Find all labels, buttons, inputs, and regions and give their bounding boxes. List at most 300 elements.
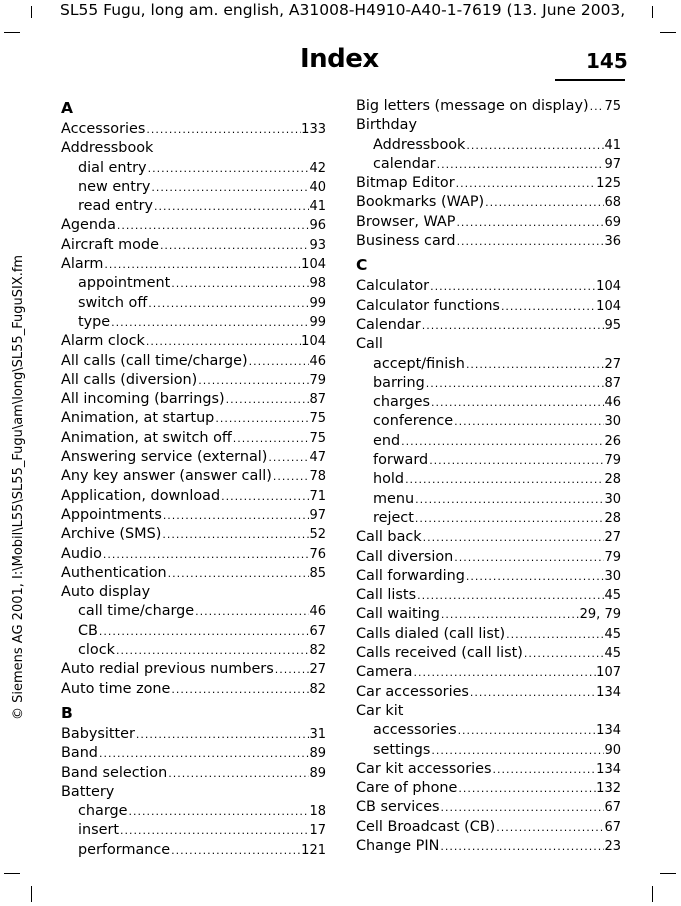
page-reference: 27 <box>604 356 621 372</box>
dot-leader <box>440 605 580 624</box>
index-entry <box>61 467 326 486</box>
dot-leader <box>115 641 309 660</box>
page-reference: 67 <box>604 819 621 835</box>
index-subentry <box>61 622 326 641</box>
page-title: Index <box>300 44 379 74</box>
dot-leader <box>428 451 604 470</box>
index-entry <box>61 525 326 544</box>
index-heading <box>356 335 621 354</box>
index-subentry <box>356 490 621 509</box>
index-term: Animation, at startup <box>61 410 215 427</box>
dot-leader <box>159 236 310 255</box>
page-reference: 98 <box>309 276 326 292</box>
index-term: Call <box>356 336 383 353</box>
index-subentry <box>61 641 326 660</box>
page-reference: 133 <box>301 122 326 137</box>
index-term: Accessories <box>61 121 146 137</box>
crop-mark <box>660 873 676 874</box>
index-term: Bitmap Editor <box>356 175 455 192</box>
index-term: forward <box>373 452 429 469</box>
index-subentry <box>61 602 326 621</box>
dot-leader <box>167 564 310 583</box>
dot-leader <box>197 371 309 390</box>
page-reference: 78 <box>309 469 326 485</box>
index-term: reject <box>373 509 414 526</box>
index-entry <box>61 487 326 506</box>
dot-leader <box>98 744 310 763</box>
index-term: accept/finish <box>373 355 465 372</box>
page-reference: 89 <box>309 765 326 781</box>
index-entry <box>356 818 621 837</box>
page-reference: 23 <box>604 838 621 854</box>
dot-leader <box>128 802 310 821</box>
crop-mark <box>31 886 32 902</box>
index-subentry <box>61 802 326 821</box>
page-reference: 104 <box>596 279 621 295</box>
page-reference: 40 <box>309 179 326 195</box>
index-entry <box>61 332 326 351</box>
index-term: menu <box>373 490 415 507</box>
index-entry <box>61 352 326 371</box>
index-term: insert <box>78 822 120 839</box>
copyright-side-note: © Siemens AG 2001, I:\Mobil\L55\SL55_Fugu\am\long\SL55_FuguSIX.fm <box>11 254 26 720</box>
dot-leader <box>440 798 605 817</box>
dot-leader <box>170 841 301 860</box>
dot-leader <box>412 663 596 682</box>
index-term: charges <box>373 394 431 411</box>
index-entry <box>61 120 326 139</box>
dot-leader <box>167 764 309 783</box>
index-section-letter: B <box>61 703 73 722</box>
header-rule <box>555 79 625 81</box>
page-reference: 87 <box>309 392 326 408</box>
dot-leader <box>267 448 309 467</box>
dot-leader <box>272 467 310 486</box>
page-reference: 75 <box>604 99 621 114</box>
dot-leader <box>495 818 604 837</box>
dot-leader <box>421 316 605 335</box>
index-term: Agenda <box>61 217 116 234</box>
crop-mark <box>31 6 32 18</box>
index-subentry <box>61 197 326 216</box>
index-term: Business card <box>356 233 456 250</box>
index-entry <box>61 216 326 235</box>
index-term: CB services <box>356 799 440 816</box>
page-reference: 31 <box>309 726 326 742</box>
dot-leader <box>465 136 604 155</box>
index-entry <box>61 429 326 448</box>
dot-leader <box>430 393 604 412</box>
index-term: Archive (SMS) <box>61 526 162 543</box>
index-subentry <box>356 393 621 412</box>
page-reference: 41 <box>309 199 326 215</box>
index-term: Browser, WAP <box>356 213 456 230</box>
page-reference: 36 <box>604 234 621 250</box>
dot-leader <box>484 193 604 212</box>
index-entry <box>356 798 621 817</box>
page-reference: 79 <box>604 453 621 469</box>
index-term: Auto time zone <box>61 680 171 697</box>
dot-leader <box>232 429 310 448</box>
index-term: Application, download <box>61 487 221 504</box>
index-term: Appointments <box>61 506 162 523</box>
dot-leader <box>436 155 605 174</box>
page-reference: 79 <box>604 549 621 565</box>
index-term: Calendar <box>356 316 421 333</box>
page-reference: 97 <box>309 507 326 523</box>
index-term: conference <box>373 413 454 430</box>
index-entry <box>61 409 326 428</box>
index-subentry <box>61 159 326 178</box>
index-term: accessories <box>373 722 457 739</box>
index-entry <box>61 744 326 763</box>
page-reference: 45 <box>604 626 621 642</box>
dot-leader <box>170 680 309 699</box>
index-entry <box>356 760 621 779</box>
dot-leader <box>439 837 604 856</box>
page-reference: 29, 79 <box>579 607 621 623</box>
dot-leader <box>453 548 604 567</box>
index-term: Auto display <box>61 584 151 601</box>
index-entry <box>356 97 621 116</box>
page-number: 145 <box>586 49 628 73</box>
index-entry <box>356 644 621 663</box>
index-entry <box>61 371 326 390</box>
index-subentry <box>356 432 621 451</box>
dot-leader <box>98 622 310 641</box>
index-subentry <box>61 178 326 197</box>
index-subentry <box>356 374 621 393</box>
page-reference: 30 <box>604 568 621 584</box>
page-reference: 30 <box>604 491 621 507</box>
index-term: Audio <box>61 545 102 562</box>
page-reference: 45 <box>604 588 621 604</box>
page-reference: 97 <box>604 156 621 172</box>
index-entry <box>61 660 326 679</box>
page-reference: 121 <box>301 842 326 858</box>
index-subentry <box>356 451 621 470</box>
index-term: switch off <box>78 294 148 311</box>
dot-leader <box>453 412 604 431</box>
page-reference: 85 <box>309 565 326 581</box>
index-entry <box>356 193 621 212</box>
page-reference: 95 <box>604 317 621 333</box>
index-entry <box>61 545 326 564</box>
crop-mark <box>4 32 20 33</box>
page-reference: 79 <box>309 372 326 388</box>
crop-mark <box>660 32 676 33</box>
index-term: All calls (diversion) <box>61 371 198 388</box>
page-reference: 75 <box>309 411 326 427</box>
dot-leader <box>456 232 605 251</box>
page-reference: 69 <box>604 214 621 230</box>
dot-leader <box>457 779 596 798</box>
page-reference: 71 <box>309 488 326 504</box>
index-term: calendar <box>373 155 436 172</box>
index-section-letter: A <box>61 99 73 117</box>
dot-leader <box>457 721 597 740</box>
index-entry <box>61 764 326 783</box>
index-term: Camera <box>356 664 413 681</box>
page-reference: 125 <box>596 176 621 192</box>
index-term: Calculator functions <box>356 297 500 314</box>
dot-leader <box>225 390 310 409</box>
index-term: call time/charge <box>78 603 195 620</box>
index-entry <box>356 232 621 251</box>
dot-leader <box>505 625 604 644</box>
index-term: performance <box>78 841 171 858</box>
index-term: barring <box>373 374 425 391</box>
index-term: new entry <box>78 178 151 195</box>
page-reference: 67 <box>309 623 326 639</box>
index-entry <box>356 586 621 605</box>
index-term: clock <box>78 642 115 659</box>
page-reference: 132 <box>596 781 621 797</box>
dot-leader <box>150 178 309 197</box>
dot-leader <box>119 821 309 840</box>
page-reference: 134 <box>596 761 621 777</box>
page-reference: 82 <box>309 643 326 659</box>
index-term: Addressbook <box>373 136 466 153</box>
dot-leader <box>145 120 301 139</box>
page-reference: 28 <box>604 472 621 488</box>
index-term: CB <box>78 622 98 639</box>
dot-leader <box>465 355 605 374</box>
page-reference: 134 <box>596 723 621 739</box>
index-term: read entry <box>78 198 154 215</box>
page-reference: 45 <box>604 646 621 662</box>
dot-leader <box>110 313 309 332</box>
index-term: Alarm clock <box>61 333 145 350</box>
index-term: Change PIN <box>356 837 440 854</box>
index-term: type <box>78 313 111 330</box>
index-term: Care of phone <box>356 780 458 797</box>
page-reference: 47 <box>309 450 326 466</box>
page-reference: 99 <box>309 314 326 330</box>
crop-mark <box>652 886 653 902</box>
dot-leader <box>430 741 604 760</box>
index-subentry <box>61 274 326 293</box>
dot-leader <box>161 525 309 544</box>
index-subentry <box>356 741 621 760</box>
running-head: SL55 Fugu, long am. english, A31008-H4910-A40-1-7619 (13. June 2003, <box>60 1 626 19</box>
index-subentry <box>356 509 621 528</box>
dot-leader <box>523 644 605 663</box>
dot-leader <box>162 506 310 525</box>
index-term: Bookmarks (WAP) <box>356 194 485 211</box>
index-entry <box>61 236 326 255</box>
page-reference: 134 <box>596 684 621 700</box>
page-reference: 76 <box>309 546 326 562</box>
page-reference: 17 <box>309 823 326 839</box>
dot-leader <box>491 760 596 779</box>
index-entry <box>61 680 326 699</box>
dot-leader <box>422 528 605 547</box>
page-reference: 96 <box>309 218 326 234</box>
crop-mark <box>652 6 653 18</box>
index-subentry <box>61 841 326 860</box>
index-subentry <box>356 136 621 155</box>
dot-leader <box>220 487 309 506</box>
index-term: Battery <box>61 783 115 800</box>
index-entry <box>356 837 621 856</box>
index-term: Car kit accessories <box>356 760 492 777</box>
index-term: Calculator <box>356 278 430 295</box>
page-reference: 82 <box>309 681 326 697</box>
index-term: Call waiting <box>356 606 440 623</box>
dot-leader <box>414 509 605 528</box>
index-entry <box>356 567 621 586</box>
index-entry <box>356 663 621 682</box>
page-reference: 41 <box>604 137 621 153</box>
index-term: Call back <box>356 529 422 546</box>
index-entry <box>61 255 326 274</box>
dot-leader <box>248 352 310 371</box>
index-entry <box>61 725 326 744</box>
dot-leader <box>469 683 596 702</box>
index-entry <box>61 390 326 409</box>
index-term: Animation, at switch off <box>61 429 232 446</box>
page-reference: 42 <box>309 160 326 176</box>
index-term: Call forwarding <box>356 567 465 584</box>
index-subentry <box>356 355 621 374</box>
index-entry <box>356 174 621 193</box>
page-reference: 107 <box>596 665 621 681</box>
page-reference: 52 <box>309 527 326 543</box>
index-term: Addressbook <box>61 140 154 157</box>
page-reference: 68 <box>604 195 621 211</box>
index-subentry <box>61 821 326 840</box>
page-reference: 28 <box>604 510 621 526</box>
index-entry <box>61 564 326 583</box>
index-term: Call diversion <box>356 548 454 565</box>
dot-leader <box>214 409 309 428</box>
index-entry <box>61 506 326 525</box>
index-term: Alarm <box>61 256 104 273</box>
dot-leader <box>414 490 604 509</box>
index-heading <box>61 783 326 802</box>
dot-leader <box>145 332 301 351</box>
index-subentry <box>356 721 621 740</box>
index-term: Band <box>61 745 98 762</box>
index-term: Call lists <box>356 587 417 604</box>
dot-leader <box>103 255 301 274</box>
dot-leader <box>170 274 309 293</box>
index-entry <box>356 625 621 644</box>
dot-leader <box>589 97 605 116</box>
page-reference: 46 <box>309 604 326 620</box>
index-entry <box>61 448 326 467</box>
dot-leader <box>135 725 310 744</box>
index-term: dial entry <box>78 159 147 176</box>
index-term: Car kit <box>356 702 404 719</box>
index-heading <box>356 702 621 721</box>
dot-leader <box>147 159 310 178</box>
index-term: charge <box>78 803 128 820</box>
index-term: Aircraft mode <box>61 236 159 253</box>
index-term: All calls (call time/charge) <box>61 352 248 369</box>
index-term: Birthday <box>356 117 418 134</box>
dot-leader <box>274 660 310 679</box>
index-entry <box>356 528 621 547</box>
page-reference: 46 <box>604 395 621 411</box>
index-entry <box>356 316 621 335</box>
dot-leader <box>116 216 310 235</box>
dot-leader <box>500 297 596 316</box>
index-entry <box>356 605 621 624</box>
page-reference: 27 <box>604 530 621 546</box>
page-reference: 26 <box>604 433 621 449</box>
page-reference: 27 <box>309 662 326 678</box>
index-entry <box>356 213 621 232</box>
dot-leader <box>404 470 604 489</box>
dot-leader <box>416 586 604 605</box>
page-reference: 104 <box>596 298 621 314</box>
index-subentry <box>356 155 621 174</box>
dot-leader <box>153 197 309 216</box>
dot-leader <box>147 294 309 313</box>
index-term: appointment <box>78 275 171 292</box>
index-term: Cell Broadcast (CB) <box>356 818 496 835</box>
dot-leader <box>102 545 310 564</box>
page-reference: 93 <box>309 237 326 253</box>
page-reference: 46 <box>309 353 326 369</box>
index-term: Band selection <box>61 764 168 781</box>
index-term: settings <box>373 741 431 758</box>
page-reference: 104 <box>301 257 326 273</box>
index-entry <box>356 779 621 798</box>
index-term: Big letters (message on display) <box>356 98 589 114</box>
index-term: Calls received (call list) <box>356 645 523 662</box>
dot-leader <box>465 567 605 586</box>
index-term: All incoming (barrings) <box>61 391 225 408</box>
page-reference: 90 <box>604 742 621 758</box>
index-entry <box>356 683 621 702</box>
page-reference: 75 <box>309 430 326 446</box>
index-entry <box>356 297 621 316</box>
dot-leader <box>455 213 604 232</box>
index-section-letter: C <box>356 256 368 275</box>
crop-mark <box>4 873 20 874</box>
index-subentry <box>61 313 326 332</box>
index-term: hold <box>373 471 405 488</box>
index-column-right <box>356 97 621 856</box>
index-term: Babysitter <box>61 725 135 742</box>
dot-leader <box>425 374 605 393</box>
index-column-left <box>61 97 326 860</box>
index-term: Any key answer (answer call) <box>61 468 272 485</box>
index-entry <box>356 548 621 567</box>
index-subentry <box>356 412 621 431</box>
index-term: Authentication <box>61 564 167 581</box>
index-term: Car accessories <box>356 683 469 700</box>
index-term: Auto redial previous numbers <box>61 661 274 678</box>
index-heading <box>61 583 326 602</box>
page-reference: 18 <box>309 804 326 820</box>
index-heading <box>61 139 326 158</box>
dot-leader <box>429 277 596 296</box>
index-term: end <box>373 432 401 449</box>
index-term: Answering service (external) <box>61 449 268 466</box>
dot-leader <box>400 432 604 451</box>
page-reference: 87 <box>604 375 621 391</box>
index-term: Calls dialed (call list) <box>356 625 506 642</box>
page-reference: 89 <box>309 746 326 762</box>
page-reference: 104 <box>301 334 326 350</box>
dot-leader <box>194 602 309 621</box>
index-subentry <box>61 294 326 313</box>
page-reference: 67 <box>604 800 621 816</box>
